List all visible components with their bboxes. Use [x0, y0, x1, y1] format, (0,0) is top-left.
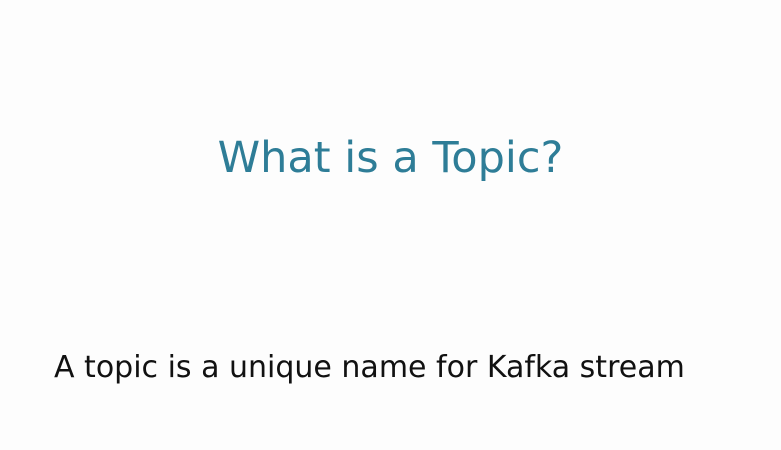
slide-title: What is a Topic? [217, 133, 564, 183]
slide-body-text: A topic is a unique name for Kafka stream [54, 350, 685, 385]
